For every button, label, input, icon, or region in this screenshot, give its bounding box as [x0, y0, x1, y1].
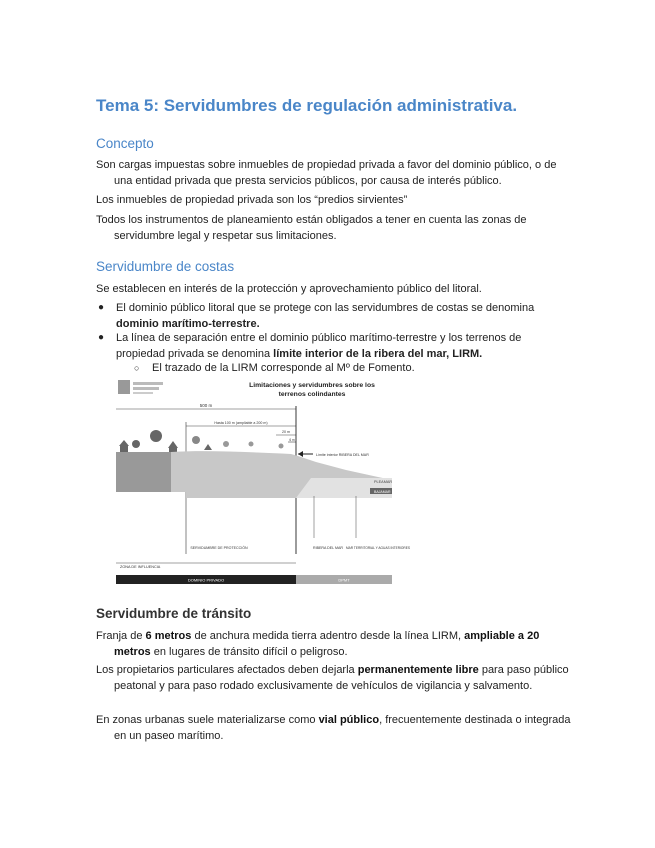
concepto-paragraph-3: Todos los instrumentos de planeamiento están obligados a tener en cuenta las zonas de servidumbre legal y respetar sus limitaciones. — [96, 214, 527, 242]
zona-proteccion-label: SERVIDUMBRE DE PROTECCIÓN — [190, 546, 248, 550]
dimension-label-6: 6 m — [289, 438, 295, 442]
bullet-icon: ● — [98, 332, 105, 343]
bullet-item-dominio — [96, 300, 556, 332]
section-heading-concepto: Concepto — [96, 136, 154, 151]
section-heading-costas: Servidumbre de costas — [96, 259, 235, 274]
figure-title-line-2: terrenos colindantes — [278, 391, 346, 398]
dimension-label-20: 20 m — [282, 430, 290, 434]
circle-bullet-icon: ○ — [134, 363, 140, 373]
lirm-label: Límite interior RIBERA DEL MAR — [316, 453, 369, 457]
terrain-urban-block — [116, 452, 171, 492]
bullet-text: La línea de separación entre el dominio público marítimo-terrestre y los terrenos de propiedad privada se denomina — [116, 332, 522, 360]
sub-bullet-text: El trazado de la LIRM corresponde al Mº de Fomento. — [152, 362, 415, 374]
zona-influencia-label: ZONA DE INFLUENCIA — [120, 565, 161, 569]
dimension-label-500: 500 m — [199, 403, 213, 408]
costas-intro: Se establecen en interés de la protección y aprovechamiento público del litoral. — [96, 283, 482, 295]
mar-territorial-label: MAR TERRITORIAL Y AGUAS INTERIORES — [346, 546, 410, 550]
bajamar-label: BAJAMAR — [374, 490, 391, 494]
concepto-paragraph-2: Los inmuebles de propiedad privada son los “predios sirvientes” — [96, 194, 408, 206]
coastal-easements-diagram — [116, 378, 410, 584]
sub-bullet-item — [134, 360, 415, 376]
concepto-paragraph-1: Son cargas impuestas sobre inmuebles de propiedad privada a favor del dominio público, o de una entidad privada que presta servicios públicos, por causa de interés público. — [96, 159, 557, 187]
dimension-label-100: Hasta 100 m (ampliable a 200 m) — [214, 421, 268, 425]
dominio-privado-label: DOMINIO PRIVADO — [187, 577, 225, 583]
transito-paragraph-3: En zonas urbanas suele materializarse como vial público, frecuentemente destinada o integrada en un paseo marítimo. — [96, 714, 571, 742]
pleamar-label: PLEAMAR — [374, 480, 393, 484]
transito-paragraph-2: Los propietarios particulares afectados deben dejarla permanentemente libre para paso público peatonal y para paso rodado exclusivamente de vehículos de vigilancia y salvamento. — [96, 664, 569, 692]
figure-title-line-1: Limitaciones y servidumbres sobre los — [249, 382, 375, 389]
bullet-text: El dominio público litoral que se protege con las servidumbres de costas se denomina — [116, 302, 535, 314]
bullet-bold: límite interior de la ribera del mar, LIRM. — [273, 348, 483, 360]
dpmt-label: DPMT — [338, 577, 350, 583]
bullet-icon: ● — [98, 302, 105, 313]
bullet-bold: dominio marítimo-terrestre. — [116, 318, 260, 330]
section-heading-transito: Servidumbre de tránsito — [96, 606, 252, 621]
page-title: Tema 5: Servidumbres de regulación administrativa. — [96, 96, 518, 115]
ribera-label: RIBERA DEL MAR — [312, 546, 344, 550]
transito-paragraph-1: Franja de 6 metros de anchura medida tierra adentro desde la línea LIRM, ampliable a 20 metros en lugares de tránsito difícil o peligroso. — [96, 630, 540, 658]
bullet-item-lirm — [96, 330, 556, 362]
